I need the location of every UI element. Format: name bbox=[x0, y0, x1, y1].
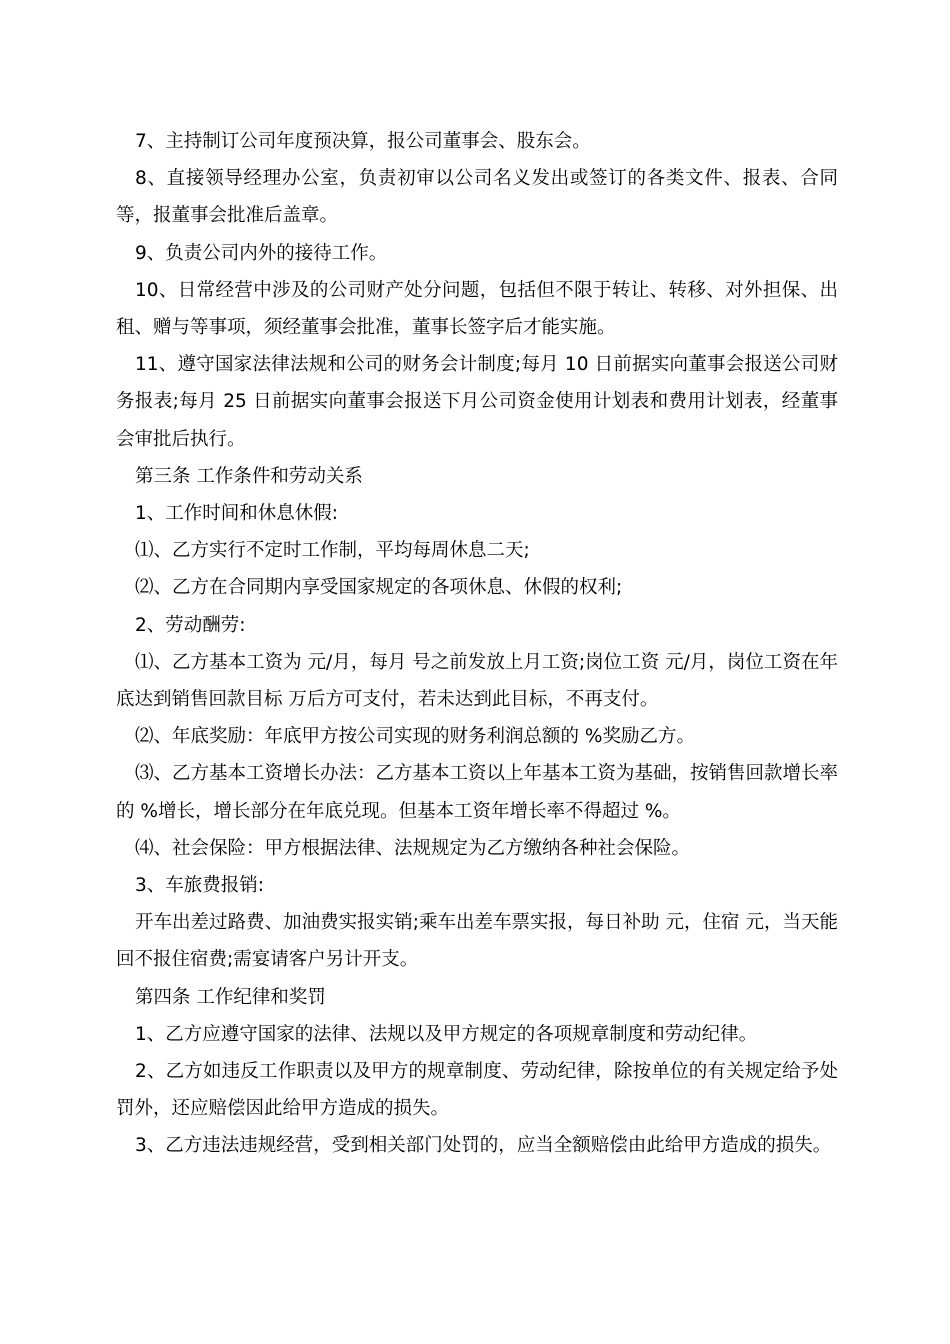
discipline-item-1: 1、乙方应遵守国家的法律、法规以及甲方规定的各项规章制度和劳动纪律。 bbox=[135, 1023, 758, 1045]
work-hours-heading: 1、工作时间和休息休假: bbox=[135, 503, 339, 525]
clause-7: 7、主持制订公司年度预决算，报公司董事会、股东会。 bbox=[135, 131, 591, 152]
article-4-heading: 第四条 工作纪律和奖罚 bbox=[135, 986, 326, 1008]
travel-expense-heading: 3、车旅费报销: bbox=[135, 875, 265, 897]
clause-11: 11、遵守国家法律法规和公司的财务会计制度;每月 10 日前据实向董事会报送公司财务报表;每月 25 日前据实向董事会报送下月公司资金使用计划表和费用计划表，经董事会审批后执行。 bbox=[116, 354, 838, 450]
discipline-item-3: 3、乙方违法违规经营，受到相关部门处罚的，应当全额赔偿由此给甲方造成的损失。 bbox=[135, 1135, 832, 1157]
travel-expense-text: 开车出差过路费、加油费实报实销;乘车出差车票实报，每日补助 元，住宿 元，当天能回不报住宿费;需宴请客户另计开支。 bbox=[116, 912, 838, 971]
article-3-heading: 第三条 工作条件和劳动关系 bbox=[135, 465, 363, 487]
compensation-item-3: ⑶、乙方基本工资增长办法：乙方基本工资以上年基本工资为基础，按销售回款增长率的 %增长，增长部分在年底兑现。但基本工资年增长率不得超过 %。 bbox=[116, 763, 839, 822]
clause-10: 10、日常经营中涉及的公司财产处分问题，包括但不限于转让、转移、对外担保、出租、赠与等事项，须经董事会批准，董事长签字后才能实施。 bbox=[116, 279, 838, 339]
work-hours-item-1: ⑴、乙方实行不定时工作制，平均每周休息二天; bbox=[135, 540, 530, 562]
clause-9: 9、负责公司内外的接待工作。 bbox=[135, 242, 388, 264]
discipline-item-2: 2、乙方如违反工作职责以及甲方的规章制度、劳动纪律，除按单位的有关规定给予处罚外，还应赔偿因此给甲方造成的损失。 bbox=[116, 1061, 838, 1120]
compensation-heading: 2、劳动酬劳: bbox=[135, 614, 246, 636]
compensation-item-2: ⑵、年底奖励：年底甲方按公司实现的财务利润总额的 %奖励乙方。 bbox=[135, 726, 695, 748]
work-hours-item-2: ⑵、乙方在合同期内享受国家规定的各项休息、休假的权利; bbox=[135, 577, 623, 599]
compensation-item-1: ⑴、乙方基本工资为 元/月，每月 号之前发放上月工资;岗位工资 元/月，岗位工资在年底达到销售回款目标 万后方可支付，若未达到此目标，不再支付。 bbox=[116, 651, 838, 711]
clause-8: 8、直接领导经理办公室，负责初审以公司名义发出或签订的各类文件、报表、合同等，报董事会批准后盖章。 bbox=[116, 168, 838, 227]
document-body bbox=[116, 123, 838, 1165]
compensation-item-4: ⑷、社会保险：甲方根据法律、法规规定为乙方缴纳各种社会保险。 bbox=[135, 837, 691, 859]
